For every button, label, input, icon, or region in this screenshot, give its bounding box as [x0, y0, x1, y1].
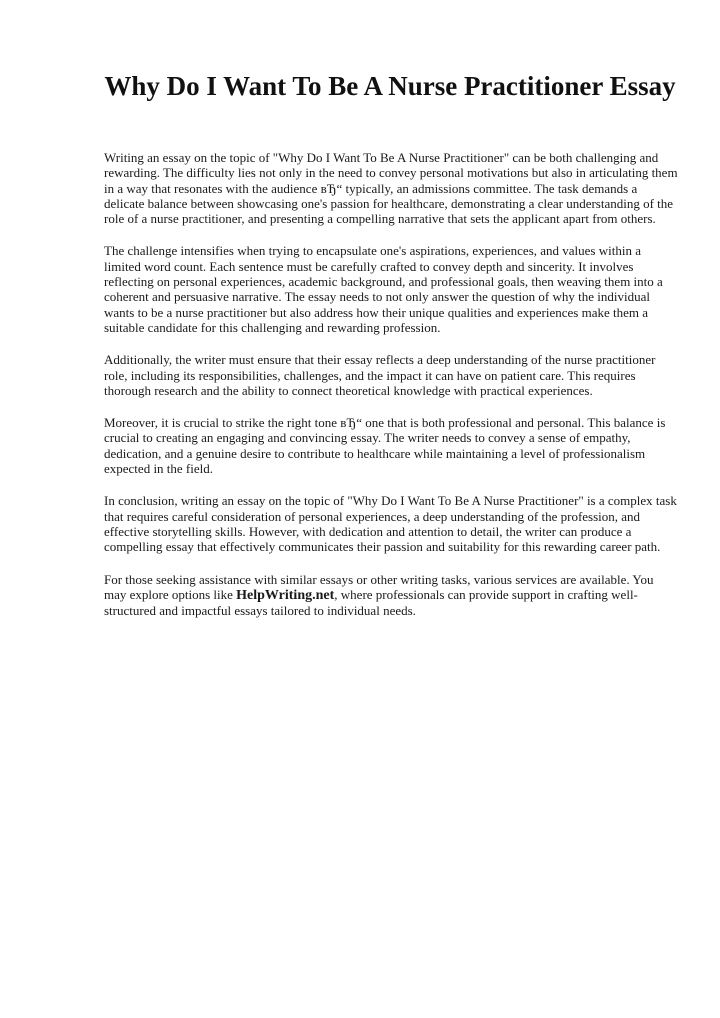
paragraph-conclusion: In conclusion, writing an essay on the topic of "Why Do I Want To Be A Nurse Practitioner" is a complex task that requires careful consideration of personal experiences, a deep understanding of the profession, and effective storytelling skills. However, with dedication and attention to detail, the writer can produce a compelling essay that effectively communicates their passion and suitability for this rewarding career path. [104, 493, 677, 555]
closing-text-after-link: , where professionals can provide support in crafting well-structured and impactful essays tailored to individual needs. [104, 586, 638, 619]
paragraph-intro: Writing an essay on the topic of "Why Do I Want To Be A Nurse Practitioner" can be both challenging and rewarding. The difficulty lies not only in the need to convey personal motivations but also in articulating them in a way that resonates with the audience вЂ“ typically, an admissions committee. The task demands a delicate balance between showcasing one's passion for healthcare, demonstrating a clear understanding of the role of a nurse practitioner, and presenting a compelling narrative that sets the applicant apart from others. [104, 150, 678, 227]
closing-text-before-link: For those seeking assistance with similar essays or other writing tasks, various services are available. You may explore options like [104, 571, 654, 602]
paragraph-closing [104, 572, 678, 619]
essay-title: Why Do I Want To Be A Nurse Practitioner Essay [104, 71, 676, 101]
essay-body [104, 150, 678, 635]
paragraph-challenge: The challenge intensifies when trying to encapsulate one's aspirations, experiences, and values within a limited word count. Each sentence must be carefully crafted to convey depth and sincerity. It involves reflecting on personal experiences, academic background, and professional goals, then weaving them into a coherent and persuasive narrative. The essay needs to not only answer the question of why the individual wants to be a nurse practitioner but also address how their unique qualities and experiences make them a suitable candidate for this challenging and rewarding profession. [104, 243, 663, 335]
paragraph-additionally: Additionally, the writer must ensure that their essay reflects a deep understanding of the nurse practitioner role, including its responsibilities, challenges, and the impact it can have on patient care. This requires thorough research and the ability to connect theoretical knowledge with practical experiences. [104, 352, 656, 398]
helpwriting-link[interactable]: HelpWriting.net [236, 587, 335, 603]
paragraph-tone: Moreover, it is crucial to strike the right tone вЂ“ one that is both professional and personal. This balance is crucial to creating an engaging and convincing essay. The writer needs to convey a sense of empathy, dedication, and a genuine desire to contribute to healthcare while maintaining a level of professionalism expected in the field. [104, 415, 666, 477]
